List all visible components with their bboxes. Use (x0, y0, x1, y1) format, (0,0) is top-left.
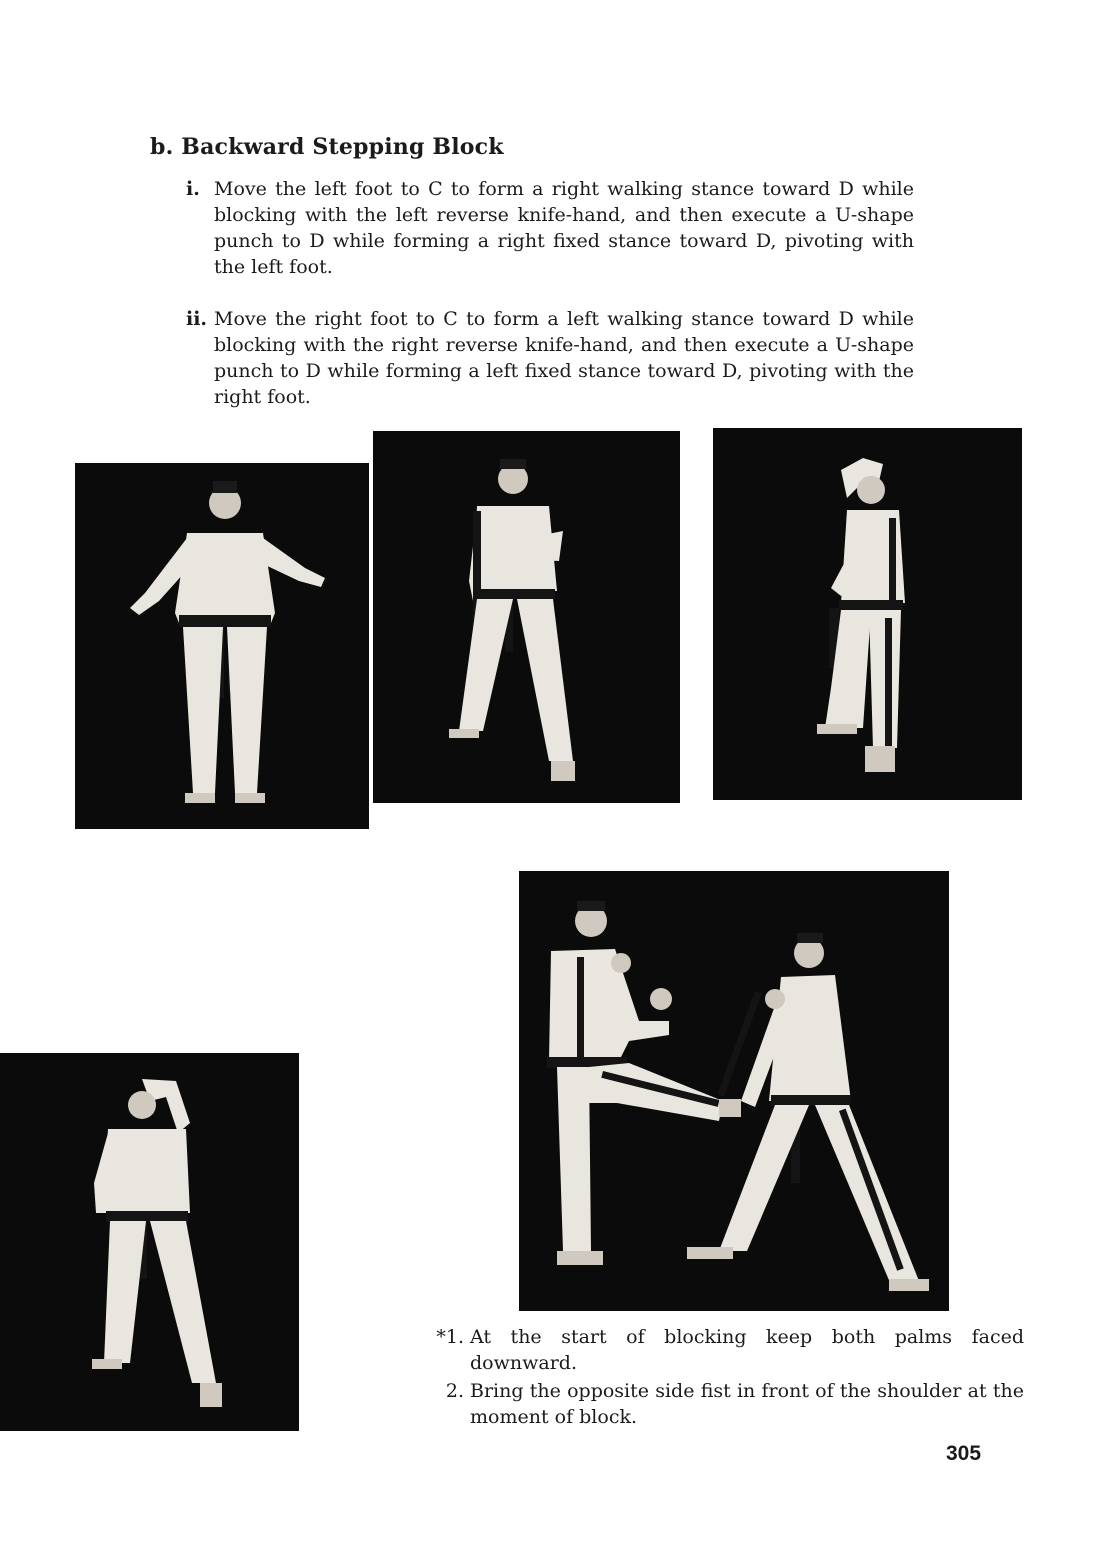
note-item (424, 1324, 1024, 1376)
page-number: 305 (946, 1442, 982, 1465)
note-text: Bring the opposite side fist in front of the shoulder at the moment of block. (470, 1380, 1024, 1428)
figure-illustration (0, 1053, 299, 1431)
photo-kick-and-block-demo (519, 871, 949, 1311)
photo-rising-block (0, 1053, 299, 1431)
note-item (424, 1378, 1024, 1430)
instruction-step-ii (186, 306, 926, 416)
photo-high-block (713, 428, 1022, 800)
step-marker: i. (186, 178, 200, 200)
figure-illustration (75, 463, 369, 829)
note-text: At the start of blocking keep both palms faced downward. (470, 1326, 1024, 1374)
note-marker: *1. (436, 1326, 464, 1348)
step-text: Move the right foot to C to form a left walking stance toward D while blocking with the right reverse knife-hand, and then execute a U-shape punch to D while forming a left fixed stance toward D, pivoting with the right foot. (214, 308, 914, 408)
instruction-step-i (186, 176, 926, 286)
technique-notes (424, 1324, 1024, 1432)
photo-cross-block (373, 431, 680, 803)
step-text: Move the left foot to C to form a right walking stance toward D while blocking with the left reverse knife-hand, and then execute a U-shape punch to D while forming a right fixed stance toward D, pivoting with the left foot. (214, 178, 914, 278)
figure-illustration (519, 871, 949, 1311)
figure-illustration (713, 428, 1022, 800)
note-marker: 2. (445, 1380, 464, 1402)
figure-illustration (373, 431, 680, 803)
section-heading: b. Backward Stepping Block (150, 134, 504, 160)
step-marker: ii. (186, 308, 208, 330)
photo-ready-stance (75, 463, 369, 829)
